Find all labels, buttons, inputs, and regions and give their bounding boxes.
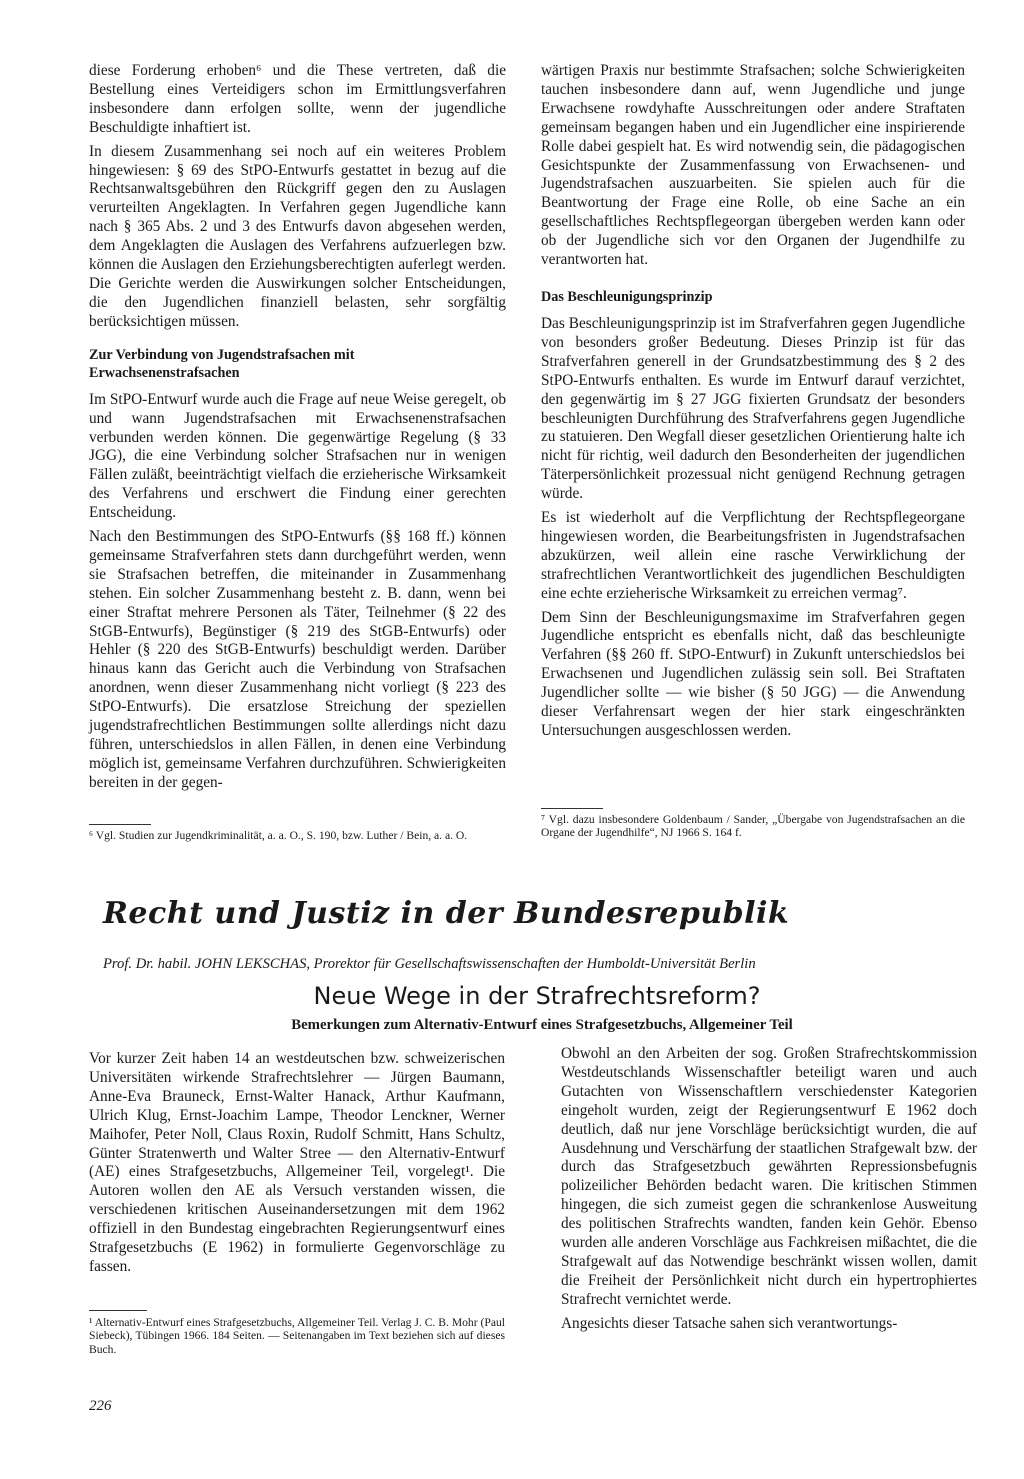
- section-heading: Zur Verbindung von Jugendstrafsachen mit Erwachsenenstrafsachen: [89, 346, 355, 381]
- column-top-right: [541, 62, 965, 746]
- column-top-left: [89, 62, 506, 798]
- article-title: Neue Wege in der Strafrechtsreform?: [313, 982, 761, 1010]
- paragraph: Im StPO-Entwurf wurde auch die Frage auf neue Weise geregelt, ob und wann Jugendstrafsachen mit Erwachsenenstrafsachen verbunden werden können. Die gegenwärtige Regelung (§ 33 JGG), die eine Verbindung solcher Strafsachen nur in wenigen Fällen zuläßt, beeinträchtigt vielfach die erzieherische Wirksamkeit des Verfahrens und erschwert die Findung einer gerechten Entscheidung.: [89, 390, 506, 522]
- paragraph: In diesem Zusammenhang sei noch auf ein weiteres Problem hingewiesen: § 69 des StPO-Entwurfs gestattet in bezug auf die Rechtsanwaltsgebühren den Rückgriff gegen den zu Auslagen verurteilten Angeklagten. In Verfahren gegen Jugendliche kann nach § 365 Abs. 2 und 3 des Entwurfs davon abgesehen werden, dem Angeklagten die Auslagen des Verfahrens aufzuerlegen bzw. können die Auslagen den Erziehungsberechtigten auferlegt werden. Die Gerichte werden die Auswirkungen solcher Entscheidungen, die den Jugendlichen finanziell belasten, sehr sorgfältig berücksichtigen müssen.: [89, 142, 506, 330]
- section-title: Recht und Justiz in der Bundesrepublik: [103, 896, 790, 931]
- paragraph: wärtigen Praxis nur bestimmte Strafsachen; solche Schwierigkeiten tauchen insbesondere dann auf, wenn Jugendliche und junge Erwachsene rowdyhafte Ausschreitungen oder andere Straftaten gemeinsam begangen haben und ein Jugendlicher eine inspirierende Rolle dabei gespielt hat. Es wird notwendig sein, die pädagogischen Gesichtspunkte der Zusammenfassung von Erwachsenen- und Jugendstrafsachen auszuarbeiten. Sie spielen auch für die Beantwortung der Frage eine Rolle, ob eine Sache an ein gesellschaftliches Rechtspflegeorgan übergeben werden kann oder ob der Jugendliche sich vor den Organen der Jugendhilfe zu verantworten hat.: [541, 62, 965, 269]
- paragraph: Obwohl an den Arbeiten der sog. Großen Strafrechtskommission Westdeutschlands Wissenschaftler beteiligt waren und auch Gutachten von Wissenschaftlern verschiedenster Kategorien eingeholt wurden, zeigt der Regierungsentwurf E 1962 doch deutlich, daß nur jene Vorschläge berücksichtigt wurden, die auf Ausdehnung und Verschärfung der staatlichen Strafgewalt bzw. der durch das Strafgesetzbuch gewährten Repressionsbefugnis polizeilicher Behörden bedacht waren. Die kritischen Stimmen hingegen, die sich zumeist gegen die schrankenlose Ausweitung des politischen Strafrechts wandten, fanden kein Gehör. Ebenso wurden alle anderen Vorschläge aus Fachkreisen mißachtet, die die Strafgewalt auf das Notwendige beschränkt wissen wollen, damit die Freiheit der Persönlichkeit nicht durch ein hypertrophiertes Strafrecht vernichtet werde.: [561, 1045, 977, 1308]
- paragraph: diese Forderung erhoben⁶ und die These vertreten, daß die Bestellung eines Verteidigers schon im Ermittlungsverfahren insbesondere dann erfolgen sollte, wenn der jugendliche Beschuldigte inhaftiert ist.: [89, 62, 506, 136]
- section-heading: Das Beschleunigungsprinzip: [541, 288, 713, 305]
- footnote: ⁶ Vgl. Studien zur Jugendkriminalität, a. a. O., S. 190, bzw. Luther / Bein, a. a. O.: [89, 829, 468, 842]
- paragraph: Dem Sinn der Beschleunigungsmaxime im Strafverfahren gegen Jugendliche entspricht es ebenfalls nicht, daß das beschleunigte Verfahren (§§ 260 ff. StPO-Entwurf) in Zukunft unterschiedslos bei Erwachsenen und Jugendlichen zulässig sein soll. Bei Straftaten Jugendlicher sollte — wie bisher (§ 50 JGG) — die Anwendung dieser Verfahrensart wegen der hier stark eingeschränkten Untersuchungen ausgeschlossen werden.: [541, 608, 965, 739]
- footnote-rule: [541, 808, 603, 809]
- column-bottom-right: [561, 1045, 977, 1339]
- article-subtitle: Bemerkungen zum Alternativ-Entwurf eines Strafgesetzbuchs, Allgemeiner Teil: [291, 1017, 793, 1033]
- page-number: 226: [89, 1398, 112, 1414]
- paragraph: Das Beschleunigungsprinzip ist im Strafverfahren gegen Jugendliche von besonders großer Bedeutung. Dieses Prinzip ist für das Strafverfahren generell in der Grundsatzbestimmung des § 2 des StPO-Entwurfs enthalten. Es wurde im Entwurf darauf verzichtet, den gegenwärtig im § 27 JGG fixierten Grundsatz der besonders beschleunigten Durchführung des Strafverfahrens gegen Jugendliche zu statuieren. Den Wegfall dieser gesetzlichen Orientierung halte ich nicht für richtig, weil dadurch den Besonderheiten der jugendlichen Täterpersönlichkeit prozessual nicht genügend Rechnung getragen würde.: [541, 314, 965, 503]
- footnote: ¹ Alternativ-Entwurf eines Strafgesetzbuchs, Allgemeiner Teil. Verlag J. C. B. Mohr (Paul Siebeck), Tübingen 1966. 184 Seiten. — Seitenangaben im Text beziehen sich auf dieses Buch.: [89, 1316, 505, 1356]
- paragraph: Vor kurzer Zeit haben 14 an westdeutschen bzw. schweizerischen Universitäten wirkende Strafrechtslehrer — Jürgen Baumann, Anne-Eva Brauneck, Ernst-Walter Hanack, Arthur Kaufmann, Ulrich Klug, Ernst-Joachim Lampe, Theodor Lenckner, Werner Maihofer, Peter Noll, Claus Roxin, Rudolf Schmitt, Hans Schultz, Günter Stratenwerth und Walter Stree — den Alternativ-Entwurf (AE) eines Strafgesetzbuchs, Allgemeiner Teil, vorgelegt¹. Die Autoren wollen den AE als Versuch verstanden wissen, die verschiedenen kritischen Auseinandersetzungen mit dem 1962 offiziell in den Bundestag eingebrachten Regierungsentwurf eines Strafgesetzbuchs (E 1962) in formulierte Gegenvorschläge zu fassen.: [89, 1050, 505, 1275]
- footnote-rule: [89, 1310, 147, 1311]
- author-byline: Prof. Dr. habil. JOHN LEKSCHAS, Prorektor für Gesellschaftswissenschaften der Humboldt-Universität Berlin: [103, 956, 756, 972]
- footnote: ⁷ Vgl. dazu insbesondere Goldenbaum / Sander, „Übergabe von Jugendstrafsachen an die Organe der Jugendhilfe“, NJ 1966 S. 164 f.: [541, 813, 965, 840]
- paragraph: Nach den Bestimmungen des StPO-Entwurfs (§§ 168 ff.) können gemeinsame Strafverfahren stets dann durchgeführt werden, wenn sie Strafsachen betreffen, die miteinander in Zusammenhang stehen. Ein solcher Zusammenhang besteht z. B. dann, wenn bei einer Straftat mehrere Personen als Täter, Teilnehmer (§ 22 des StGB-Entwurfs), Begünstiger (§ 219 des StGB-Entwurfs) oder Hehler (§ 220 des StGB-Entwurfs) beschuldigt werden. Darüber hinaus kann das Gericht auch die Verbindung von Strafsachen anordnen, wenn dieser Zusammenhang nicht vorliegt (§ 223 des StPO-Entwurfs). Die ersatzlose Streichung der speziellen jugendstrafrechtlichen Bestimmungen sollte allerdings nicht dazu führen, unterschiedslos in allen Fällen, in denen eine Verbindung möglich ist, gemeinsame Verfahren durchzuführen. Schwierigkeiten bereiten in der gegen-: [89, 528, 506, 791]
- column-bottom-left: [89, 1050, 505, 1282]
- footnote-rule: [89, 824, 151, 825]
- paragraph: Angesichts dieser Tatsache sahen sich verantwortungs-: [561, 1314, 898, 1332]
- paragraph: Es ist wiederholt auf die Verpflichtung der Rechtspflegeorgane hingewiesen worden, die Bearbeitungsfristen in Jugendstrafsachen abzukürzen, weil allein eine rasche Verwirklichung der strafrechtlichen Verantwortlichkeit des jugendlichen Beschuldigten eine echte erzieherische Wirksamkeit zu erreichen vermag⁷.: [541, 509, 965, 602]
